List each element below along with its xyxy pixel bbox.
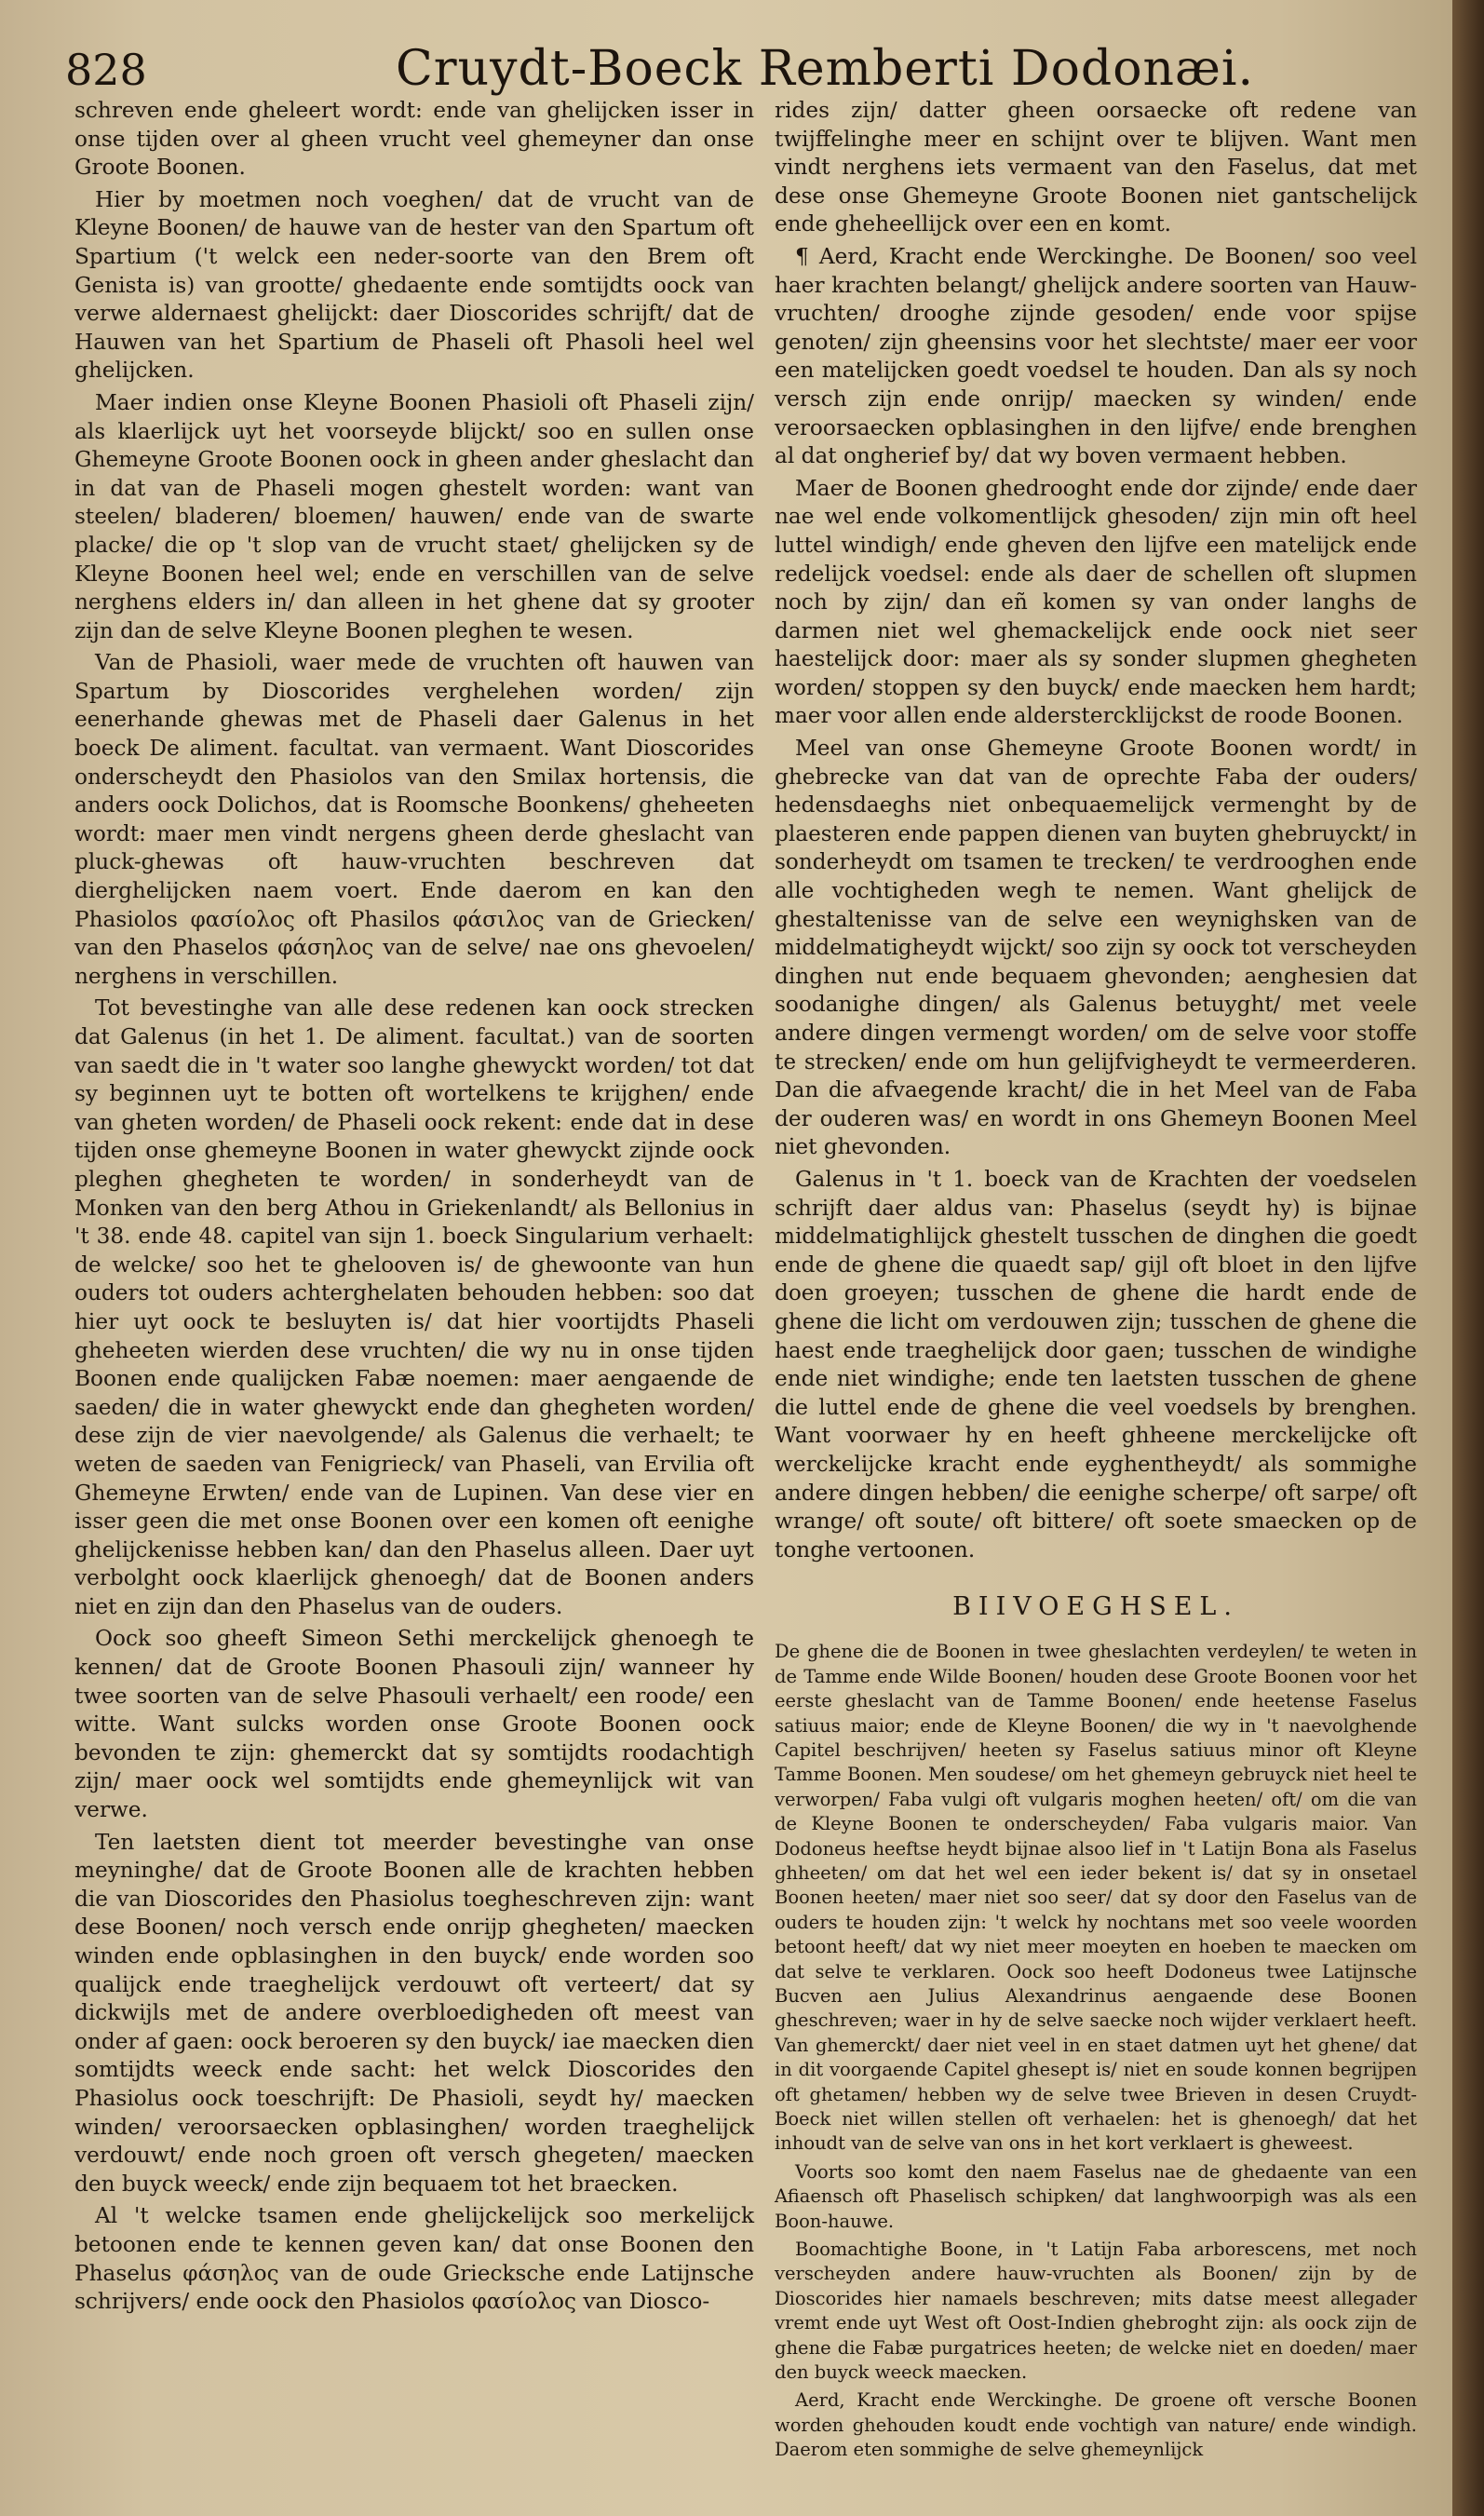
left-column [74, 97, 754, 2320]
right-column [775, 97, 1417, 2467]
paragraph: ¶ Aerd, Kracht ende Werckinghe. De Boonen/ soo veel haer krachten belangt/ ghelijck andere soorten van Hauw-vruchten/ drooghe zijnde gesoden/ ende voor spijse genoten/ zijn gheensins voor het slechtste/ maer eer voor een matelijcken goedt voedsel te houden. Dan als sy noch versch zijn ende onrijp/ maecken sy winden/ ende veroorsaecken opblasinghen in den lijfve/ ende brenghen al dat ongherief by/ dat wy boven vermaent hebben. [775, 243, 1417, 469]
paragraph: Ten laetsten dient tot meerder bevestinghe van onse meyninghe/ dat de Groote Boonen alle de krachten hebben die van Dioscorides den Phasiolus toegheschreven zijn: want dese Boonen/ noch versch ende onrijp ghegheten/ maecken winden ende opblasinghen in den buyck/ ende worden soo qualijck ende traeghelijck verdouwt oft verteert/ dat sy dickwijls met de andere overbloedigheden oft meest van onder af gaen: oock beroeren sy den buyck/ iae maecken dien somtijdts weeck ende sacht: het welck Dioscorides den Phasiolus oock toeschrijft: De Phasioli, seydt hy/ maecken winden/ veroorsaecken opblasinghen/ worden traeghelijck verdouwt/ ende noch groen oft versch ghegeten/ maecken den buyck weeck/ ende zijn bequaem tot het braecken. [74, 1829, 754, 2197]
appendix-paragraph: Boomachtighe Boone, in 't Latijn Faba arborescens, met noch verscheyden andere hauw-vruchten als Boonen/ zijn by de Dioscorides hier namaels beschreven; mits datse meest allegader vremt ende uyt West oft Oost-Indien ghebroght zijn: als oock zijn de ghene die Fabæ purgatrices heeten; de welcke niet en doeden/ maer den buyck weeck maecken. [775, 2239, 1417, 2384]
page-number: 828 [65, 45, 147, 95]
section-heading: BIIVOEGHSEL. [952, 1592, 1239, 1622]
paragraph: schreven ende gheleert wordt: ende van ghelijcken isser in onse tijden over al gheen vrucht veel ghemeyner dan onse Groote Boonen. [74, 98, 754, 181]
appendix-paragraph: Voorts soo komt den naem Faselus nae de ghedaente van een Afiaensch oft Phaselisch schipken/ dat langhwoorpigh was als een Boon-hauwe. [775, 2160, 1417, 2232]
paragraph: Hier by moetmen noch voeghen/ dat de vrucht van de Kleyne Boonen/ de hauwe van de hester van den Spartum oft Spartium ('t welck een neder-soorte van den Brem oft Genista is) van grootte/ ghedaente ende somtijdts oock van verwe aldernaest ghelijckt: daer Dioscorides schrijft/ dat de Hauwen van het Spartium de Phaseli oft Phasoli heel wel ghelijcken. [74, 186, 754, 384]
paragraph: Tot bevestinghe van alle dese redenen kan oock strecken dat Galenus (in het 1. De aliment. facultat.) van de soorten van saedt die in 't water soo langhe ghewyckt worden/ tot dat sy beginnen uyt te botten oft wortelkens te krijghen/ ende van gheten worden/ de Phaseli oock rekent: ende dat in dese tijden onse ghemeyne Boonen in water ghewyckt zijnde oock pleghen ghegheten te worden/ in sonderheydt van de Monken van den berg Athou in Griekenlandt/ als Bellonius in 't 38. ende 48. capitel van sijn 1. boeck Singularium verhaelt: de welcke/ soo het te ghelooven is/ de ghewoonte van hun ouders tot ouders achterghelaten behouden hebben: soo dat hier uyt oock te besluyten is/ dat hier voortijdts Phaseli gheheeten wierden dese vruchten/ die wy nu in onse tijden Boonen ende qualijcken Fabæ noemen: maer aengaende de saeden/ die in water ghewyckt ende dan ghegheten worden/ dese zijn de vier naevolgende/ als Galenus die verhaelt; te weten de saeden van Fenigrieck/ van Phaseli, van Ervilia oft Ghemeyne Erwten/ ende van de Lupinen. Van dese vier en isser geen die met onse Boonen over een komen oft eenighe ghelijckenisse hebben kan/ dan den Phaselus alleen. Daer uyt verbolght oock klaerlijck ghenoegh/ dat de Boonen anders niet en zijn dan den Phaselus van de ouders. [74, 995, 754, 1619]
paragraph: Maer indien onse Kleyne Boonen Phasioli oft Phaseli zijn/ als klaerlijck uyt het voorseyde blijckt/ soo en sullen onse Ghemeyne Groote Boonen oock in gheen ander gheslacht dan in dat van de Phaseli mogen ghestelt worden: want van steelen/ bladeren/ bloemen/ hauwen/ ende van de swarte placke/ die op 't slop van de vrucht staet/ ghelijcken sy de Kleyne Boonen heel wel; ende en verschillen van de selve nerghens elders in/ dan alleen in het ghene dat sy grooter zijn dan de selve Kleyne Boonen pleghen te wesen. [74, 389, 754, 643]
paragraph: Maer de Boonen ghedrooght ende dor zijnde/ ende daer nae wel ende volkomentlijck ghesoden/ zijn min oft heel luttel windigh/ ende gheven den lijfve een matelijck ende redelijck voedsel: ende als daer de schellen oft slupmen noch by zijn/ dan eñ komen sy van onder langhs de darmen niet wel ghemackelijck ende oock niet seer haestelijck door: maer als sy sonder slupmen ghegheten worden/ stoppen sy den buyck/ ende maecken hem hardt; maer voor allen ende alderstercklijckst de roode Boonen. [775, 475, 1417, 729]
paragraph: Al 't welcke tsamen ende ghelijckelijck soo merkelijck betoonen ende te kennen geven kan/ dat onse Boonen den Phaselus φάσηλος van de oude Griecksche ende Latijnsche schrijvers/ ende oock den Phasiolos φασίολος van Diosco- [74, 2203, 754, 2315]
paragraph: Meel van onse Ghemeyne Groote Boonen wordt/ in ghebrecke van dat van de oprechte Faba der ouders/ hedensdaeghs niet onbequaemelijck vermenght by de plaesteren ende pappen dienen van buyten ghebruyckt/ in sonderheydt om tsamen te trecken/ te verdrooghen ende alle vochtigheden wegh te nemen. Want ghelijck de ghestaltenisse van de selve een weynighsken van de middelmatigheydt wijckt/ soo zijn sy oock tot verscheyden dinghen nut ende bequaem ghevonden; aenghesien dat soodanighe dingen/ als Galenus betuyght/ met veele andere dingen vermengt worden/ om de selve voor stoffe te strecken/ ende om hun gelijfvigheydt te vermeerderen. Dan die afvaegende kracht/ die in het Meel van de Faba der ouderen was/ en wordt in ons Ghemeyn Boonen Meel niet ghevonden. [775, 736, 1417, 1160]
paragraph: Galenus in 't 1. boeck van de Krachten der voedselen schrijft daer aldus van: Phaselus (seydt hy) is bijnae middelmatighlijck ghestelt tusschen de dinghen die goedt ende de ghene die quaedt sap/ gijl oft bloet in den lijfve doen groeyen; tusschen de ghene die hardt ende de ghene die licht om verdouwen zijn; tusschen de ghene die haest ende traeghelijck door gaen; tusschen de windighe ende niet windighe; ende ten laetsten tusschen de ghene die luttel ende de ghene die veel voedsels by brenghen. Want voorwaer hy en heeft ghheene merckelijcke oft werckelijcke kracht ende eyghentheydt/ als sommighe andere dingen hebben/ die eenighe scherpe/ oft sarpe/ oft wrange/ oft soute/ oft bittere/ oft soete smaecken op de tonghe vertoonen. [775, 1166, 1417, 1562]
paragraph: rides zijn/ datter gheen oorsaecke oft redene van twijffelinghe meer en schijnt over te blijven. Want men vindt nerghens iets vermaent van den Faselus, dat met dese onse Ghemeyne Groote Boonen niet gantschelijck ende gheheellijck over een en komt. [775, 98, 1417, 237]
paragraph: Van de Phasioli, waer mede de vruchten oft hauwen van Spartum by Dioscorides verghelehen worden/ zijn eenerhande ghewas met de Phaseli daer Galenus in het boeck De aliment. facultat. van vermaent. Want Dioscorides onderscheydt den Phasiolos van den Smilax hortensis, die anders oock Dolichos, dat is Roomsche Boonkens/ gheheeten wordt: maer men vindt nergens gheen derde gheslacht van pluck-ghewas oft hauw-vruchten beschreven dat dierghelijcken naem voert. Ende daerom en kan den Phasiolos φασίολος oft Phasilos φάσιλος van de Griecken/ van den Phaselos φάσηλος van de selve/ nae ons ghevoelen/ nerghens in verschillen. [74, 650, 754, 989]
page-edge-shadow [1452, 0, 1484, 2516]
appendix-paragraph: Aerd, Kracht ende Werckinghe. De groene oft versche Boonen worden ghehouden koudt ende vochtigh van nature/ ende windigh. Daerom eten sommighe de selve ghemeynlijck [775, 2389, 1417, 2461]
running-title: Cruydt-Boeck Remberti Dodonæi. [396, 41, 1255, 97]
paragraph: Oock soo gheeft Simeon Sethi merckelijck ghenoegh te kennen/ dat de Groote Boonen Phasouli zijn/ wanneer hy twee soorten van de selve Phasouli verhaelt/ een roode/ een witte. Want sulcks worden onse Groote Boonen oock bevonden te zijn: ghemerckt dat sy somtijdts roodachtigh zijn/ maer oock wel somtijdts ende ghemeynlijck wit van verwe. [74, 1626, 754, 1823]
appendix-paragraph: De ghene die de Boonen in twee gheslachten verdeylen/ te weten in de Tamme ende Wilde Boonen/ houden dese Groote Boonen voor het eerste gheslacht van de Tamme Boonen/ ende heetense Faselus satiuus maior; ende de Kleyne Boonen/ die wy in 't naevolghende Capitel beschrijven/ heeten sy Faselus satiuus minor oft Kleyne Tamme Boonen. Men soudese/ om het ghemeyn gebruyck niet heel te verworpen/ Faba vulgi oft vulgaris moghen heeten/ oft/ om die van de Kleyne Boonen te onderscheyden/ Faba vulgaris maior. Van Dodoneus heeftse heydt bijnae alsoo lief in 't Latijn Bona als Faselus ghheeten/ om dat het wel een ieder bekent is/ dat sy in onsetael Boonen heeten/ maer niet soo seer/ dat sy door den Faselus van de ouders te houden zijn: 't welck hy nochtans met soo veele woorden betoont heeft/ dat wy niet meer moeyten en hoeben te maecken om dat selve te verklaren. Oock soo heeft Dodoneus twee Latijnsche Bucven aen Julius Alexandrinus aengaende dese Boonen gheschreven; waer in hy de selve saecke noch wijder verklaert heeft. Van ghemerckt/ daer niet veel in en staet datmen uyt het ghene/ dat in dit voorgaende Capitel ghesept is/ niet en soude konnen begrijpen oft ghetamen/ hebben wy de selve twee Brieven in desen Cruydt-Boeck niet willen stellen oft verhaelen: het is ghenoegh/ dat het inhoudt van de selve van ons in het kort verklaert is gheweest. [775, 1641, 1417, 2155]
